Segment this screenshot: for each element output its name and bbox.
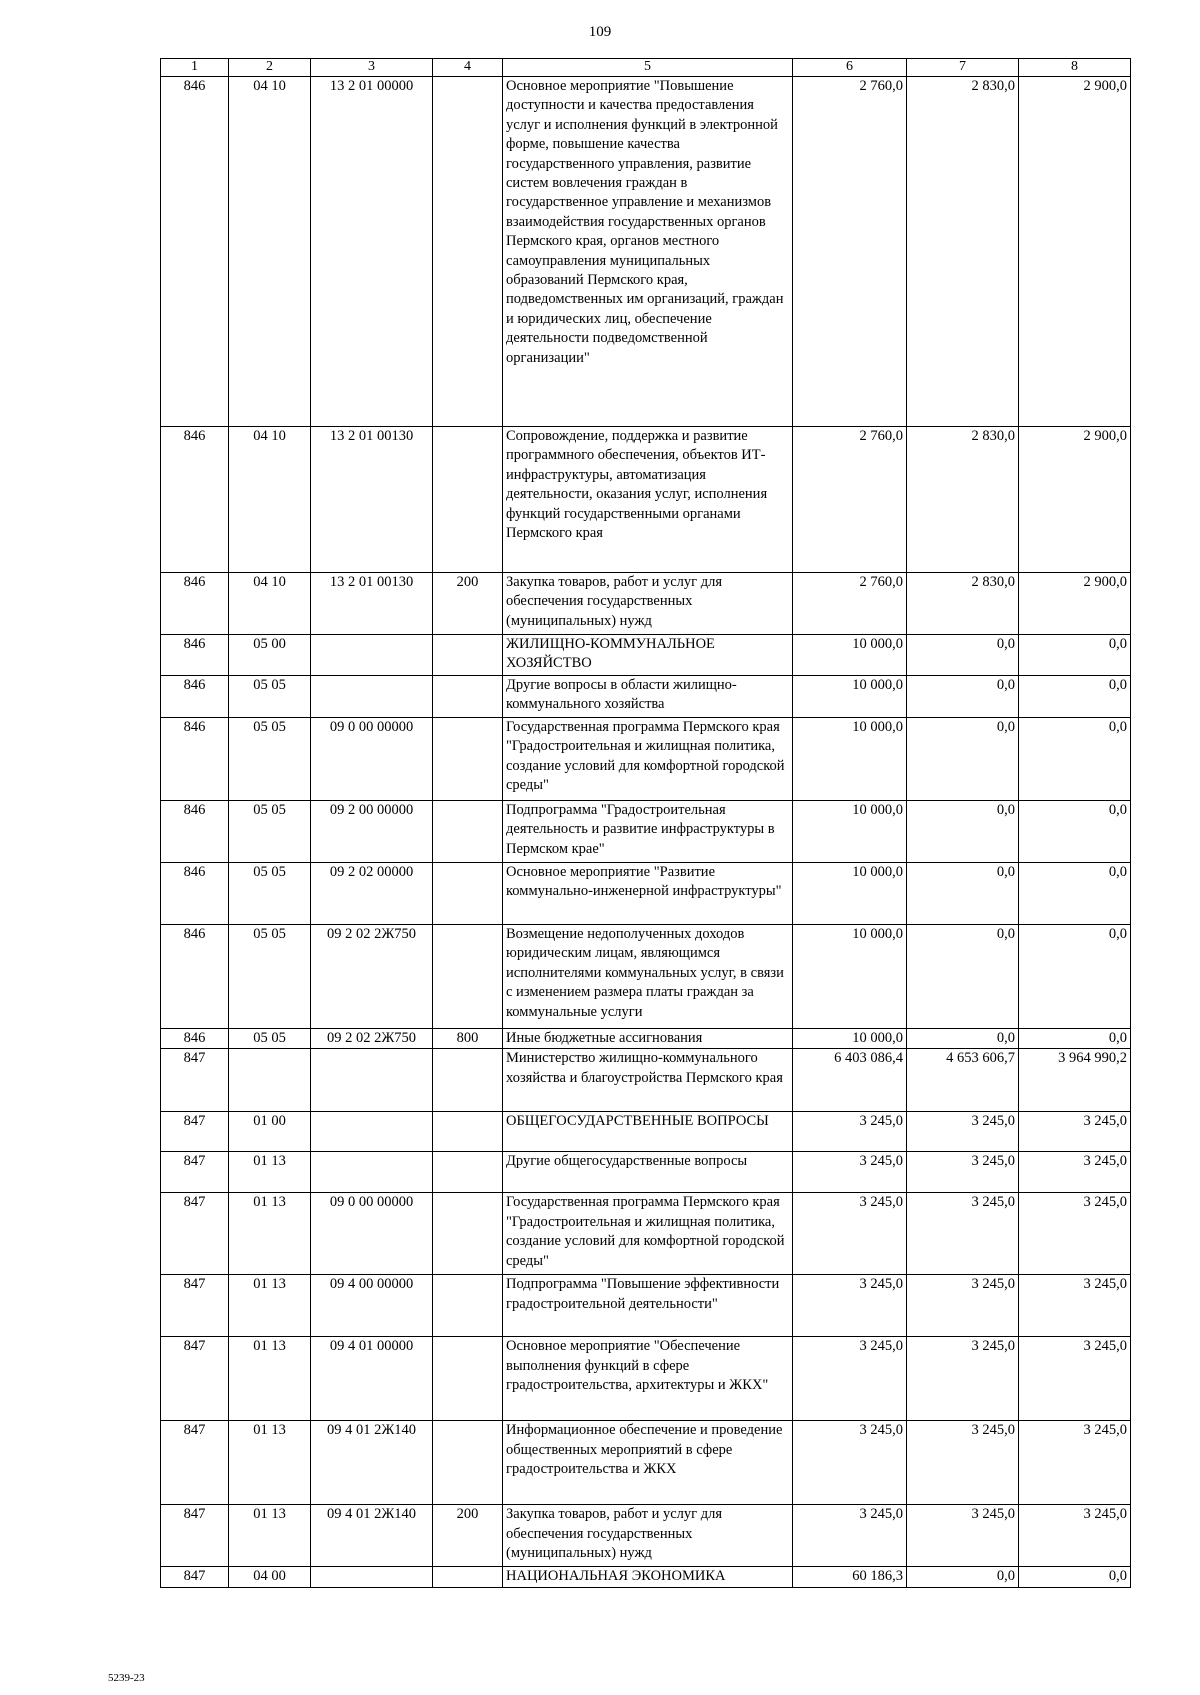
item-name: Основное мероприятие "Развитие коммунально-инженерной инфраструктуры" [503, 863, 793, 925]
target-article-code [311, 1049, 433, 1112]
amount-col8: 3 964 990,2 [1019, 1049, 1131, 1112]
table-row [161, 863, 1131, 925]
amount-col7: 2 830,0 [907, 573, 1019, 635]
amount-col7: 0,0 [907, 863, 1019, 925]
table-row [161, 1505, 1131, 1567]
amount-col8: 3 245,0 [1019, 1112, 1131, 1152]
column-header: 6 [793, 59, 907, 77]
department-code: 847 [161, 1152, 229, 1193]
item-name: Основное мероприятие "Обеспечение выполнения функций в сфере градостроительства, архитектуры и ЖКХ" [503, 1337, 793, 1421]
amount-col6: 2 760,0 [793, 427, 907, 573]
column-header: 2 [229, 59, 311, 77]
amount-col7: 0,0 [907, 635, 1019, 676]
column-header: 3 [311, 59, 433, 77]
target-article-code: 09 2 02 2Ж750 [311, 1029, 433, 1049]
document-code: 5239-23 [108, 1672, 145, 1684]
amount-col7: 0,0 [907, 718, 1019, 801]
amount-col8: 0,0 [1019, 925, 1131, 1029]
expense-type-code: 200 [433, 573, 503, 635]
department-code: 846 [161, 635, 229, 676]
section-code: 04 10 [229, 573, 311, 635]
item-name: Основное мероприятие "Повышение доступности и качества предоставления услуг и исполнения функций в электронной форме, повышение качества государственного управления, развитие систем вовлечения граждан в государственное управление и механизмов взаимодействия государственных органов Пермского края, органов местного самоуправления муниципальных образований Пермского края, подведомственных им организаций, граждан и юридических лиц, обеспечение деятельности подведомственной организации" [503, 77, 793, 427]
section-code: 05 00 [229, 635, 311, 676]
target-article-code: 09 4 00 00000 [311, 1275, 433, 1337]
amount-col8: 0,0 [1019, 635, 1131, 676]
amount-col8: 0,0 [1019, 718, 1131, 801]
amount-col7: 3 245,0 [907, 1152, 1019, 1193]
amount-col7: 3 245,0 [907, 1337, 1019, 1421]
item-name: ЖИЛИЩНО-КОММУНАЛЬНОЕ ХОЗЯЙСТВО [503, 635, 793, 676]
target-article-code: 09 2 02 2Ж750 [311, 925, 433, 1029]
section-code: 01 13 [229, 1275, 311, 1337]
amount-col6: 2 760,0 [793, 573, 907, 635]
amount-col7: 3 245,0 [907, 1505, 1019, 1567]
section-code: 05 05 [229, 718, 311, 801]
table-row [161, 925, 1131, 1029]
amount-col6: 10 000,0 [793, 635, 907, 676]
table-row [161, 77, 1131, 427]
target-article-code: 13 2 01 00130 [311, 573, 433, 635]
expense-type-code [433, 1112, 503, 1152]
amount-col6: 3 245,0 [793, 1421, 907, 1505]
department-code: 846 [161, 676, 229, 718]
amount-col8: 0,0 [1019, 1567, 1131, 1588]
target-article-code [311, 1567, 433, 1588]
expense-type-code [433, 1193, 503, 1275]
expense-type-code [433, 1152, 503, 1193]
amount-col6: 3 245,0 [793, 1275, 907, 1337]
department-code: 847 [161, 1337, 229, 1421]
amount-col6: 6 403 086,4 [793, 1049, 907, 1112]
expense-type-code [433, 1567, 503, 1588]
department-code: 846 [161, 427, 229, 573]
amount-col8: 2 900,0 [1019, 573, 1131, 635]
amount-col7: 0,0 [907, 676, 1019, 718]
department-code: 846 [161, 77, 229, 427]
section-code [229, 1049, 311, 1112]
target-article-code [311, 635, 433, 676]
item-name: Министерство жилищно-коммунального хозяйства и благоустройства Пермского края [503, 1049, 793, 1112]
expense-type-code [433, 1049, 503, 1112]
department-code: 847 [161, 1421, 229, 1505]
amount-col8: 0,0 [1019, 676, 1131, 718]
table-row [161, 1275, 1131, 1337]
expense-type-code [433, 676, 503, 718]
amount-col8: 0,0 [1019, 1029, 1131, 1049]
table-row [161, 1421, 1131, 1505]
item-name: НАЦИОНАЛЬНАЯ ЭКОНОМИКА [503, 1567, 793, 1588]
amount-col8: 0,0 [1019, 801, 1131, 863]
expense-type-code [433, 863, 503, 925]
department-code: 847 [161, 1112, 229, 1152]
amount-col8: 3 245,0 [1019, 1505, 1131, 1567]
budget-table [160, 58, 1131, 1588]
item-name: Подпрограмма "Повышение эффективности градостроительной деятельности" [503, 1275, 793, 1337]
target-article-code: 09 4 01 2Ж140 [311, 1505, 433, 1567]
column-header: 5 [503, 59, 793, 77]
expense-type-code [433, 925, 503, 1029]
section-code: 01 13 [229, 1421, 311, 1505]
amount-col6: 60 186,3 [793, 1567, 907, 1588]
department-code: 846 [161, 863, 229, 925]
department-code: 846 [161, 925, 229, 1029]
amount-col7: 3 245,0 [907, 1275, 1019, 1337]
item-name: Закупка товаров, работ и услуг для обеспечения государственных (муниципальных) нужд [503, 573, 793, 635]
item-name: Возмещение недополученных доходов юридическим лицам, являющимся исполнителями коммунальных услуг, в связи с изменением размера платы граждан за коммунальные услуги [503, 925, 793, 1029]
expense-type-code [433, 635, 503, 676]
section-code: 04 00 [229, 1567, 311, 1588]
amount-col7: 0,0 [907, 801, 1019, 863]
item-name: Другие вопросы в области жилищно-коммунального хозяйства [503, 676, 793, 718]
expense-type-code [433, 1275, 503, 1337]
table-row [161, 1337, 1131, 1421]
amount-col7: 3 245,0 [907, 1112, 1019, 1152]
amount-col7: 3 245,0 [907, 1193, 1019, 1275]
target-article-code: 09 0 00 00000 [311, 1193, 433, 1275]
department-code: 846 [161, 1029, 229, 1049]
department-code: 846 [161, 801, 229, 863]
amount-col8: 2 900,0 [1019, 77, 1131, 427]
table-row [161, 1152, 1131, 1193]
item-name: Информационное обеспечение и проведение общественных мероприятий в сфере градостроительства и ЖКХ [503, 1421, 793, 1505]
target-article-code [311, 676, 433, 718]
section-code: 01 13 [229, 1152, 311, 1193]
table-row [161, 1029, 1131, 1049]
item-name: Подпрограмма "Градостроительная деятельность и развитие инфраструктуры в Пермском крае" [503, 801, 793, 863]
item-name: Государственная программа Пермского края "Градостроительная и жилищная политика, создание условий для комфортной городской среды" [503, 1193, 793, 1275]
header-row [161, 59, 1131, 77]
table-row [161, 801, 1131, 863]
amount-col8: 3 245,0 [1019, 1421, 1131, 1505]
section-code: 01 13 [229, 1505, 311, 1567]
amount-col8: 3 245,0 [1019, 1193, 1131, 1275]
amount-col8: 2 900,0 [1019, 427, 1131, 573]
department-code: 847 [161, 1567, 229, 1588]
column-header: 1 [161, 59, 229, 77]
section-code: 04 10 [229, 427, 311, 573]
expense-type-code [433, 718, 503, 801]
section-code: 01 13 [229, 1193, 311, 1275]
table-row [161, 718, 1131, 801]
expense-type-code [433, 1421, 503, 1505]
expense-type-code [433, 1337, 503, 1421]
target-article-code: 13 2 01 00000 [311, 77, 433, 427]
column-header: 8 [1019, 59, 1131, 77]
target-article-code: 13 2 01 00130 [311, 427, 433, 573]
section-code: 05 05 [229, 676, 311, 718]
amount-col8: 3 245,0 [1019, 1337, 1131, 1421]
section-code: 05 05 [229, 863, 311, 925]
amount-col6: 10 000,0 [793, 925, 907, 1029]
section-code: 05 05 [229, 1029, 311, 1049]
amount-col8: 3 245,0 [1019, 1275, 1131, 1337]
target-article-code [311, 1152, 433, 1193]
department-code: 847 [161, 1049, 229, 1112]
expense-type-code: 800 [433, 1029, 503, 1049]
section-code: 04 10 [229, 77, 311, 427]
amount-col6: 10 000,0 [793, 676, 907, 718]
item-name: Другие общегосударственные вопросы [503, 1152, 793, 1193]
table-row [161, 573, 1131, 635]
target-article-code: 09 2 02 00000 [311, 863, 433, 925]
amount-col6: 10 000,0 [793, 863, 907, 925]
department-code: 847 [161, 1505, 229, 1567]
amount-col6: 3 245,0 [793, 1337, 907, 1421]
section-code: 01 00 [229, 1112, 311, 1152]
amount-col6: 2 760,0 [793, 77, 907, 427]
section-code: 05 05 [229, 801, 311, 863]
target-article-code: 09 4 01 00000 [311, 1337, 433, 1421]
table-row [161, 427, 1131, 573]
expense-type-code: 200 [433, 1505, 503, 1567]
department-code: 846 [161, 718, 229, 801]
amount-col8: 0,0 [1019, 863, 1131, 925]
target-article-code: 09 0 00 00000 [311, 718, 433, 801]
item-name: Государственная программа Пермского края "Градостроительная и жилищная политика, создание условий для комфортной городской среды" [503, 718, 793, 801]
section-code: 05 05 [229, 925, 311, 1029]
department-code: 847 [161, 1193, 229, 1275]
target-article-code: 09 4 01 2Ж140 [311, 1421, 433, 1505]
table-row [161, 1193, 1131, 1275]
amount-col6: 3 245,0 [793, 1152, 907, 1193]
amount-col6: 3 245,0 [793, 1112, 907, 1152]
table-row [161, 1567, 1131, 1588]
amount-col8: 3 245,0 [1019, 1152, 1131, 1193]
amount-col6: 10 000,0 [793, 1029, 907, 1049]
expense-type-code [433, 427, 503, 573]
amount-col7: 0,0 [907, 1029, 1019, 1049]
table-row [161, 676, 1131, 718]
amount-col6: 3 245,0 [793, 1193, 907, 1275]
column-header: 4 [433, 59, 503, 77]
amount-col6: 10 000,0 [793, 801, 907, 863]
table-row [161, 1049, 1131, 1112]
amount-col6: 3 245,0 [793, 1505, 907, 1567]
column-header: 7 [907, 59, 1019, 77]
amount-col7: 3 245,0 [907, 1421, 1019, 1505]
item-name: Иные бюджетные ассигнования [503, 1029, 793, 1049]
amount-col7: 2 830,0 [907, 77, 1019, 427]
amount-col7: 0,0 [907, 925, 1019, 1029]
item-name: Сопровождение, поддержка и развитие программного обеспечения, объектов ИТ-инфраструктуры, автоматизация деятельности, оказания услуг, исполнения функций государственными органами Пермского края [503, 427, 793, 573]
item-name: Закупка товаров, работ и услуг для обеспечения государственных (муниципальных) нужд [503, 1505, 793, 1567]
department-code: 847 [161, 1275, 229, 1337]
department-code: 846 [161, 573, 229, 635]
amount-col6: 10 000,0 [793, 718, 907, 801]
page-number: 109 [588, 24, 612, 40]
target-article-code: 09 2 00 00000 [311, 801, 433, 863]
amount-col7: 0,0 [907, 1567, 1019, 1588]
table-row [161, 1112, 1131, 1152]
section-code: 01 13 [229, 1337, 311, 1421]
expense-type-code [433, 77, 503, 427]
amount-col7: 4 653 606,7 [907, 1049, 1019, 1112]
item-name: ОБЩЕГОСУДАРСТВЕННЫЕ ВОПРОСЫ [503, 1112, 793, 1152]
expense-type-code [433, 801, 503, 863]
table-row [161, 635, 1131, 676]
amount-col7: 2 830,0 [907, 427, 1019, 573]
target-article-code [311, 1112, 433, 1152]
